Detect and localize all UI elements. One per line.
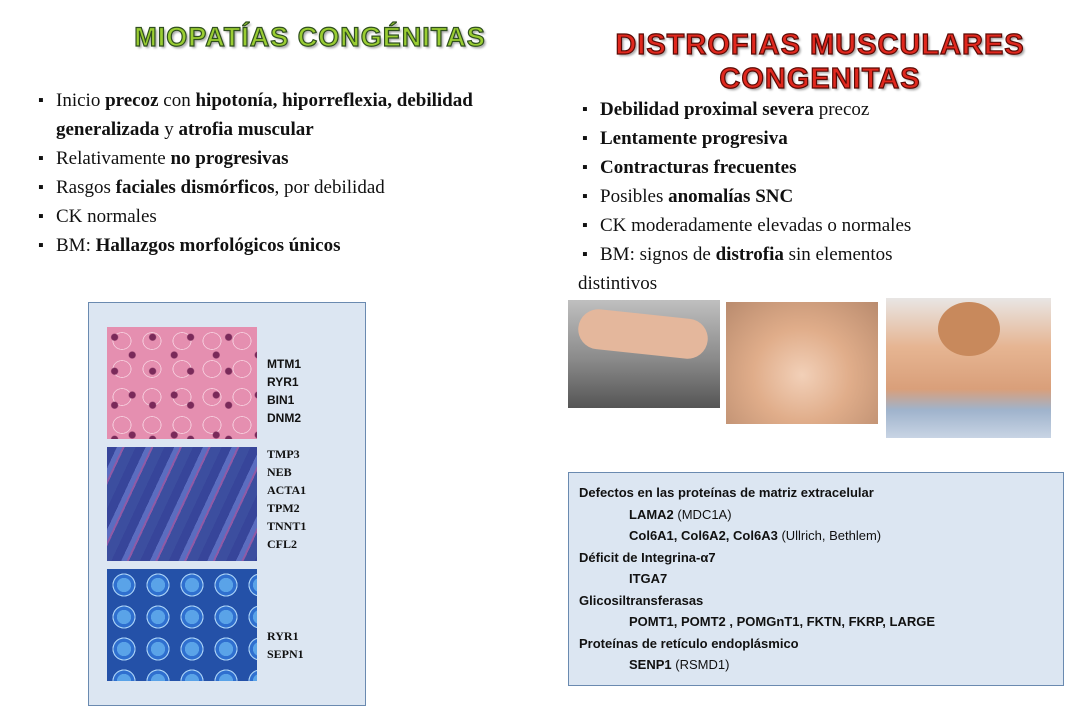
defect-gene-row [579, 654, 1053, 676]
text-run: , por debilidad [274, 177, 385, 198]
text-run: y [159, 119, 179, 140]
gene-label: CFL2 [267, 537, 297, 551]
hands-photo [726, 302, 878, 424]
text-run: Col6A1, Col6A2, Col6A3 [629, 528, 778, 543]
bullet-item [578, 182, 1058, 211]
gene-label: TPM2 [267, 501, 300, 515]
defect-category [579, 547, 1053, 569]
bullet-item [34, 144, 504, 173]
text-run: (Ullrich, Bethlem) [777, 528, 882, 543]
text-run: Inicio [56, 90, 106, 111]
text-run: no progresivas [170, 148, 289, 169]
text-run: atrofia muscular [178, 119, 314, 140]
bullet-item [578, 95, 1058, 124]
gene-list-1 [267, 355, 301, 427]
text-run: Déficit de Integrina-α7 [579, 549, 716, 565]
text-run: LAMA2 [629, 506, 674, 522]
text-run: precoz [105, 90, 159, 111]
he-stain-image [107, 327, 257, 439]
text-run: CK moderadamente elevadas o normales [600, 215, 912, 236]
defect-gene-row [579, 504, 1053, 526]
text-run: Rasgos [56, 177, 116, 198]
gene-label: ACTA1 [267, 483, 307, 497]
text-run: Glicosiltransferasas [579, 592, 704, 608]
text-run: sin elementos [783, 244, 893, 265]
defect-category [579, 633, 1053, 655]
text-run: precoz [813, 99, 870, 120]
right-title [560, 28, 1080, 96]
text-run: Hallazgos morfológicos únicos [95, 235, 341, 256]
gene-label: TNNT1 [267, 519, 307, 533]
text-run: distrofia [715, 244, 784, 265]
gene-label: TMP3 [267, 447, 300, 461]
bullet-item [578, 153, 1058, 182]
text-run: SENP1 [629, 657, 672, 672]
text-run: Lentamente progresiva [600, 128, 788, 149]
text-run: Proteínas de retículo endoplásmico [579, 635, 799, 651]
bullet-item [34, 173, 504, 202]
bullet-item [34, 202, 504, 231]
text-run: BM: [56, 235, 96, 256]
defect-category [579, 482, 1053, 504]
bullet-item [34, 86, 504, 144]
text-run: Debilidad proximal severa [600, 99, 814, 120]
gene-label: MTM1 [267, 357, 301, 371]
gene-label: RYR1 [267, 629, 299, 643]
defect-gene-row [579, 568, 1053, 590]
right-title-line1: DISTROFIAS MUSCULARES [615, 29, 1025, 61]
gene-label: BIN1 [267, 393, 295, 407]
text-run: Relativamente [56, 148, 171, 169]
bullet-item [578, 240, 1058, 269]
text-run: distintivos [578, 273, 658, 294]
text-run: ITGA7 [629, 571, 668, 586]
defects-panel [568, 472, 1064, 686]
text-run: Posibles [600, 186, 669, 207]
defect-category [579, 590, 1053, 612]
bullet-item [578, 211, 1058, 240]
text-run: Defectos en las proteínas de matriz extracelular [579, 485, 874, 500]
histology-panel [88, 302, 366, 706]
left-bullet-list [34, 86, 504, 260]
text-run: POMT1, POMT2 , POMGnT1, FKTN, FKRP, LARGE [629, 614, 936, 629]
text-run: (RSMD1) [671, 657, 730, 672]
text-run: faciales dismórficos [115, 177, 275, 198]
text-run: con [158, 90, 196, 111]
defect-gene-row [579, 611, 1053, 633]
gene-label: RYR1 [267, 375, 299, 389]
left-title: MIOPATÍAS CONGÉNITAS [134, 22, 486, 52]
text-run: hipotonía, hiporreflexia, debilidad generalizada [56, 90, 473, 140]
text-run: BM: signos de [600, 244, 716, 265]
bullet-item [34, 231, 504, 260]
bullet-item [578, 269, 1058, 298]
gene-label: DNM2 [267, 411, 302, 425]
gene-list-3 [267, 627, 304, 663]
gomori-stain-image [107, 447, 257, 561]
hand-contracture-photo [568, 300, 720, 408]
text-run: anomalías SNC [668, 186, 794, 207]
gene-label: NEB [267, 465, 292, 479]
text-run: Contracturas frecuentes [600, 157, 797, 178]
gene-list-2 [267, 445, 306, 553]
right-title-line2: CONGENITAS [719, 63, 921, 95]
text-run: CK normales [56, 206, 157, 227]
right-bullet-list [578, 95, 1058, 298]
oxidative-stain-image [107, 569, 257, 681]
gene-label: SEPN1 [267, 647, 304, 661]
defect-gene-row [579, 525, 1053, 547]
text-run: (MDC1A) [673, 506, 732, 522]
bullet-item [578, 124, 1058, 153]
child-torso-photo [886, 298, 1051, 438]
